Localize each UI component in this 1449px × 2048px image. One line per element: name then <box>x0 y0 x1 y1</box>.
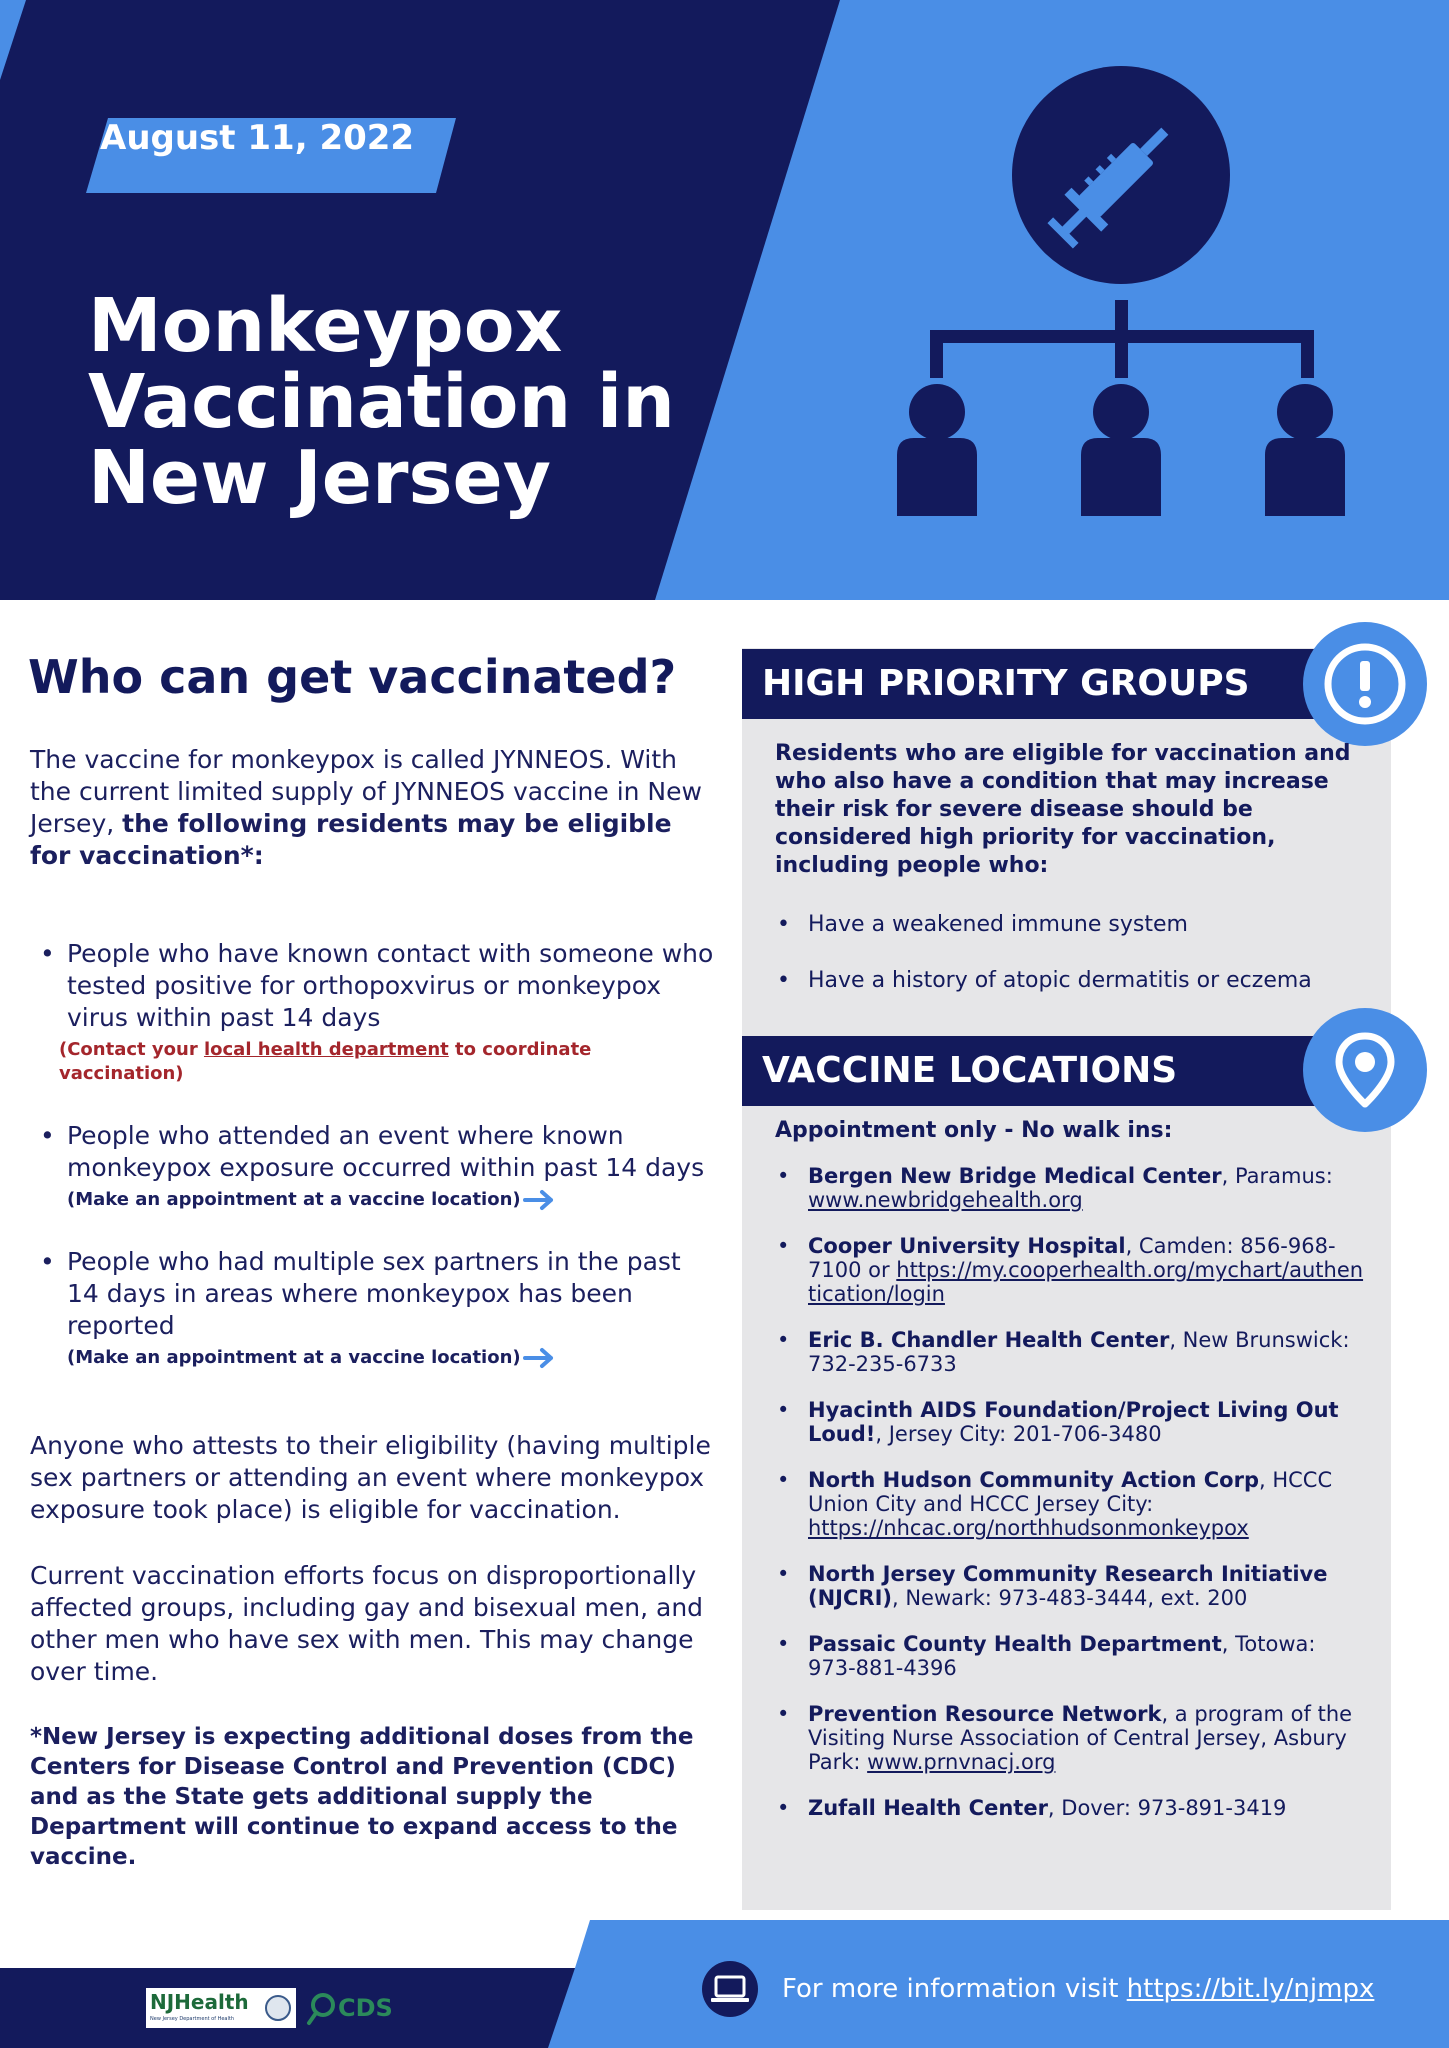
location-item <box>775 1328 1365 1376</box>
state-seal-icon <box>264 1994 292 2022</box>
priority-list <box>775 910 1365 1022</box>
locations-intro: Appointment only - No walk ins: <box>775 1118 1173 1143</box>
location-item <box>775 1164 1365 1212</box>
location-name: Hyacinth AIDS Foundation/Project Living Out Loud! <box>808 1398 1339 1446</box>
title-line: Vaccination in <box>88 359 675 445</box>
list-item <box>30 938 720 1086</box>
note-text: (Make an appointment at a vaccine location) <box>67 1189 521 1210</box>
logo-subtext: New Jersey Department of Health <box>150 2016 235 2022</box>
location-name: Passaic County Health Department <box>808 1632 1222 1656</box>
location-pin-icon <box>1303 1008 1427 1132</box>
location-name: North Jersey Community Research Initiative (NJCRI) <box>808 1562 1328 1610</box>
logo-text: CDS <box>338 1994 393 2022</box>
item-note <box>67 1346 720 1370</box>
arrow-right-icon <box>523 1347 555 1369</box>
location-detail: , Newark: 973-483-3444, ext. 200 <box>891 1586 1248 1610</box>
note-text: (Make an appointment at a vaccine location) <box>67 1347 521 1368</box>
item-text: People who have known contact with someone who tested positive for orthopoxvirus or monkeypox virus within past 14 days <box>67 939 714 1032</box>
location-detail: , Camden: 856-968-7100 or <box>808 1234 1336 1282</box>
list-item <box>30 1120 720 1212</box>
logo-text: NJHealth <box>150 1990 249 2014</box>
note-text: (Contact your <box>59 1039 204 1060</box>
arrow-right-icon <box>523 1189 555 1211</box>
attestation-paragraph: Anyone who attests to their eligibility (having multiple sex partners or attending an event where monkeypox exposure took place) is eligible for vaccination. <box>30 1431 711 1524</box>
location-detail: , Paramus: <box>1221 1164 1333 1188</box>
eligibility-list <box>30 938 720 1370</box>
location-link[interactable]: https://nhcac.org/northhudsonmonkeypox <box>808 1516 1249 1540</box>
location-name: North Hudson Community Action Corp <box>808 1468 1259 1492</box>
intro-paragraph <box>30 744 720 872</box>
location-name: Zufall Health Center <box>808 1796 1048 1820</box>
item-text: People who attended an event where known monkeypox exposure occurred within past 14 days <box>67 1121 705 1182</box>
locations-list <box>775 1164 1365 1842</box>
list-item: • Have a history of atopic dermatitis or eczema <box>775 966 1365 996</box>
title-line: Monkeypox <box>88 283 563 369</box>
location-name: Prevention Resource Network <box>808 1702 1162 1726</box>
section-heading: Who can get vaccinated? <box>28 650 677 704</box>
location-item <box>775 1632 1365 1680</box>
footer-text: For more information visit <box>782 1974 1127 2004</box>
location-link[interactable]: https://my.cooperhealth.org/mychart/authentication/login <box>808 1258 1364 1306</box>
location-item <box>775 1398 1365 1446</box>
location-item <box>775 1468 1365 1540</box>
item-note <box>67 1188 720 1212</box>
location-detail: , New Brunswick: 732-235-6733 <box>808 1328 1350 1376</box>
location-name: Bergen New Bridge Medical Center <box>808 1164 1222 1188</box>
item-text: People who had multiple sex partners in the past 14 days in areas where monkeypox has been reported <box>67 1247 681 1340</box>
location-detail: , a program of the Visiting Nurse Association of Central Jersey, Asbury Park: <box>808 1702 1353 1774</box>
date-label: August 11, 2022 <box>100 118 415 158</box>
magnifier-icon <box>306 1992 336 2026</box>
list-item: • Have a weakened immune system <box>775 910 1365 940</box>
location-item <box>775 1562 1365 1610</box>
priority-heading: HIGH PRIORITY GROUPS <box>742 649 1342 719</box>
local-health-department-link[interactable]: local health department <box>203 1039 449 1060</box>
intro-text: The vaccine for monkeypox is called JYNNEOS. With the current limited supply of JYNNEOS vaccine in New Jersey, <box>30 745 702 838</box>
location-item <box>775 1234 1365 1306</box>
footer-info <box>782 1974 1374 2004</box>
note-text: to coordinate vaccination) <box>59 1039 592 1084</box>
location-name: Cooper University Hospital <box>808 1234 1126 1258</box>
location-detail: , Dover: 973-891-3419 <box>1047 1796 1287 1820</box>
nj-health-logo <box>146 1988 296 2028</box>
laptop-icon <box>702 1961 758 2017</box>
location-item <box>775 1702 1365 1774</box>
location-link[interactable]: www.prnvnacj.org <box>867 1750 1056 1774</box>
intro-bold: the following residents may be eligible for vaccination*: <box>30 809 672 870</box>
locations-heading: VACCINE LOCATIONS <box>742 1036 1342 1106</box>
footnote-paragraph: *New Jersey is expecting additional doses from the Centers for Disease Control and Prevention (CDC) and as the State gets additional supply the Department will continue to expand access to the vaccine. <box>30 1724 694 1870</box>
item-note <box>59 1038 720 1086</box>
list-item <box>30 1246 720 1370</box>
title-line: New Jersey <box>88 435 551 521</box>
exclamation-icon <box>1303 622 1427 746</box>
location-name: Eric B. Chandler Health Center <box>808 1328 1170 1352</box>
location-link[interactable]: www.newbridgehealth.org <box>808 1188 1083 1212</box>
location-item <box>775 1796 1365 1820</box>
cds-logo <box>306 1986 414 2030</box>
location-detail: , HCCC Union City and HCCC Jersey City: <box>808 1468 1333 1516</box>
page-title <box>88 283 708 521</box>
location-detail: , Totowa: 973-881-4396 <box>808 1632 1316 1680</box>
location-detail: , Jersey City: 201-706-3480 <box>875 1422 1162 1446</box>
focus-paragraph: Current vaccination efforts focus on disproportionally affected groups, including gay and bisexual men, and other men who have sex with men. This may change over time. <box>30 1561 704 1686</box>
priority-intro: Residents who are eligible for vaccination and who also have a condition that may increase their risk for severe disease should be considered high priority for vaccination, including people who: <box>775 741 1351 878</box>
more-info-link[interactable]: https://bit.ly/njmpx <box>1126 1974 1375 2004</box>
